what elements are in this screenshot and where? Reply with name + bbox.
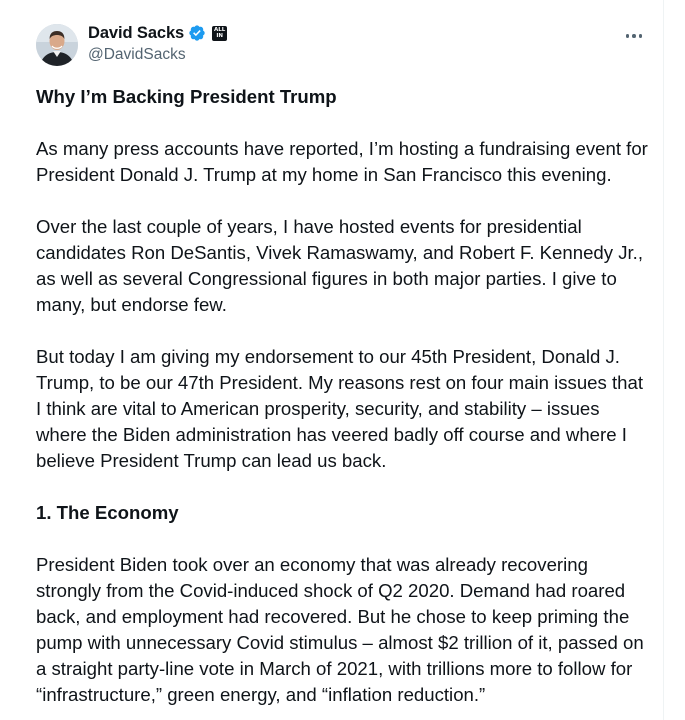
article-paragraph: Over the last couple of years, I have hosted events for presidential candidates Ron DeSantis, Vivek Ramaswamy, and Robert F. Kennedy Jr., as well as several Congressional figures in both major parties. I give to many, but endorse few. [36, 216, 644, 315]
affiliate-badge[interactable] [212, 26, 227, 41]
avatar[interactable] [36, 24, 78, 66]
article-paragraph: As many press accounts have reported, I’m hosting a fundraising event for President Donald J. Trump at my home in San Francisco this evening. [36, 138, 648, 185]
article-body [36, 84, 652, 720]
more-dot [626, 34, 630, 38]
section-heading: 1. The Economy [36, 502, 179, 523]
article-paragraph: But today I am giving my endorsement to our 45th President, Donald J. Trump, to be our 47th President. My reasons rest on four main issues that I think are vital to American prosperity, security, and stability – issues where the Biden administration has veered badly off course and where I believe President Trump can lead us back. [36, 346, 643, 471]
affiliate-badge-line2: IN [216, 33, 223, 39]
post-header [36, 22, 652, 70]
more-dot [639, 34, 643, 38]
article-title: Why I’m Backing President Trump [36, 86, 337, 107]
name-row [88, 22, 227, 44]
avatar-image [36, 24, 78, 66]
verified-badge-icon[interactable] [188, 24, 206, 42]
more-options-icon[interactable] [622, 26, 646, 46]
handle[interactable]: @DavidSacks [88, 46, 186, 63]
display-name[interactable]: David Sacks [88, 23, 185, 42]
affiliate-badge-line1: ALL [214, 27, 226, 33]
more-dot [632, 34, 636, 38]
article-paragraph: President Biden took over an economy that was already recovering strongly from the Covid-induced shock of Q2 2020. Demand had roared back, and employment had recovered. But he chose to keep priming the pump with unnecessary Covid stimulus – almost $2 trillion of it, passed on a straight party-line vote in March of 2021, with trillions more to follow for “infrastructure,” green energy, and “inflation reduction.” [36, 554, 644, 705]
